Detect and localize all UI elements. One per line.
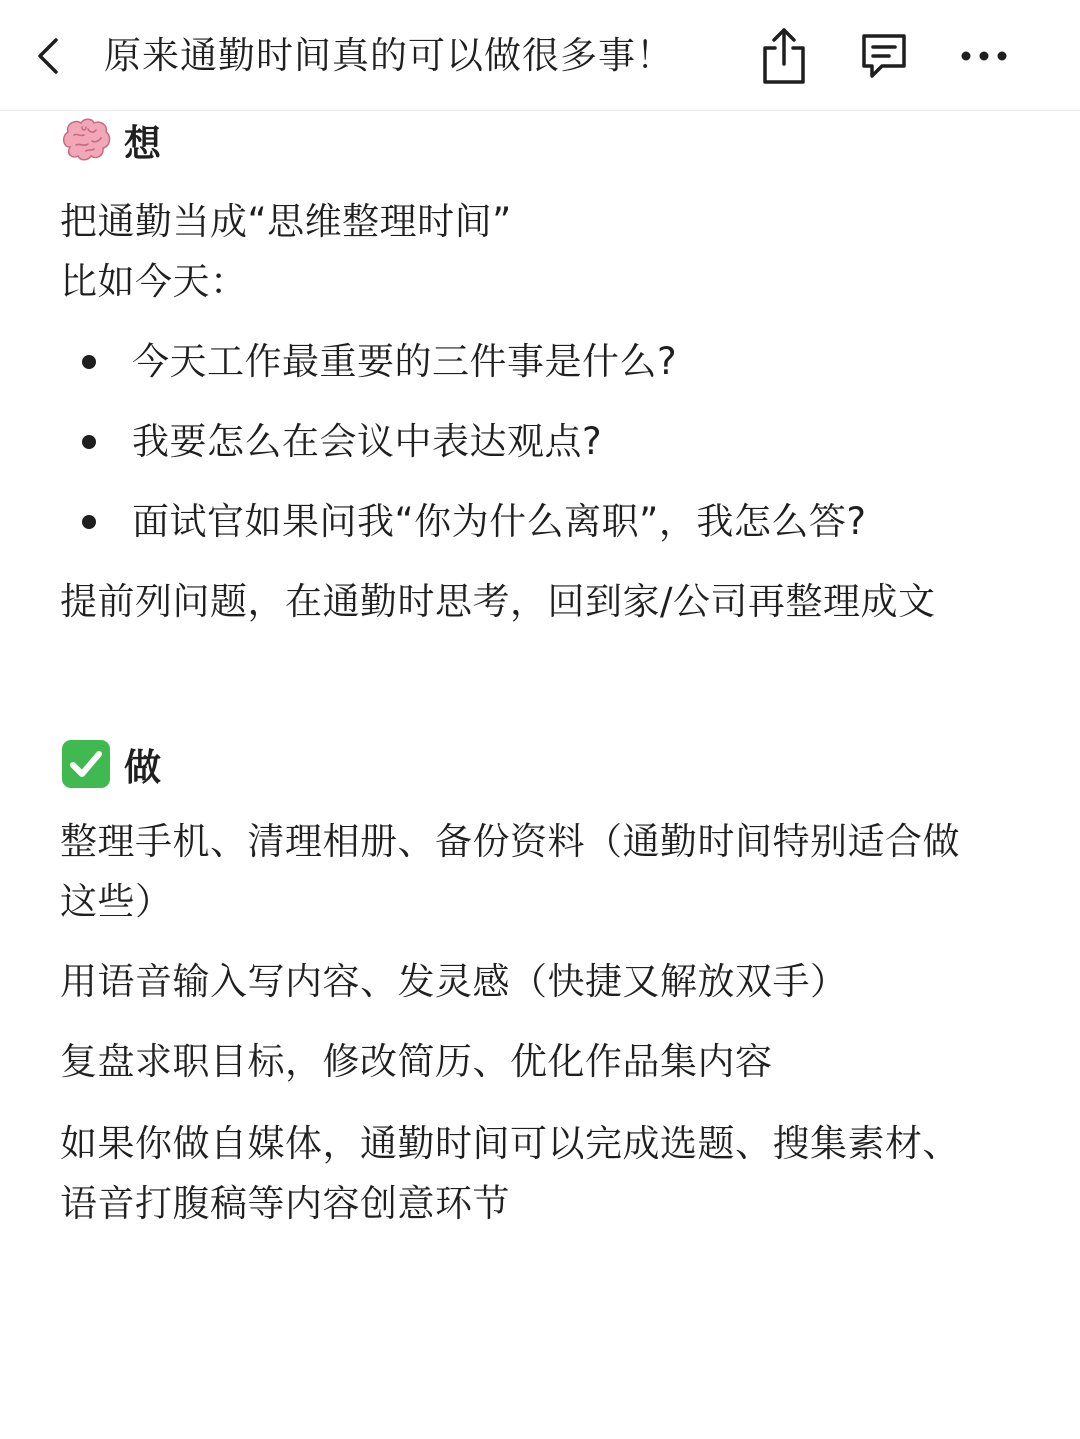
comment-button[interactable]: [852, 24, 916, 88]
list-item: 今天工作最重要的三件事是什么?: [82, 332, 677, 392]
brain-icon: [60, 114, 112, 166]
think-line-1: 把通勤当成“思维整理时间”: [60, 200, 512, 243]
bullet-dot: [82, 435, 96, 449]
do-para-1-line-2: 这些）: [60, 880, 173, 923]
think-line-3: 提前列问题，在通勤时思考，回到家/公司再整理成文: [60, 580, 936, 623]
share-button[interactable]: [752, 24, 816, 88]
share-icon: [758, 26, 810, 86]
think-line-2: 比如今天：: [60, 260, 248, 303]
do-para-4-line-2: 语音打腹稿等内容创意环节: [60, 1182, 510, 1225]
comment-icon: [856, 28, 912, 84]
more-icon: [956, 46, 1012, 66]
do-para-2: 用语音输入写内容、发灵感（快捷又解放双手）: [60, 960, 848, 1003]
bullet-dot: [82, 515, 96, 529]
list-item: 面试官如果问我“你为什么离职”，我怎么答?: [82, 492, 866, 552]
section-heading-think: 想: [60, 112, 161, 168]
do-para-1-line-1: 整理手机、清理相册、备份资料（通勤时间特别适合做: [60, 820, 960, 863]
page-title: 原来通勤时间真的可以做很多事！: [104, 34, 674, 77]
more-button[interactable]: [952, 24, 1016, 88]
list-item: 我要怎么在会议中表达观点?: [82, 412, 602, 472]
top-bar: [0, 0, 1080, 111]
back-button[interactable]: [22, 28, 78, 84]
do-para-4-line-1: 如果你做自媒体，通勤时间可以完成选题、搜集素材、: [60, 1122, 960, 1165]
chevron-left-icon: [30, 36, 70, 76]
check-box-icon: [60, 738, 112, 790]
bullet-dot: [82, 355, 96, 369]
do-para-3: 复盘求职目标，修改简历、优化作品集内容: [60, 1040, 773, 1083]
section-heading-do: 做: [60, 736, 161, 792]
